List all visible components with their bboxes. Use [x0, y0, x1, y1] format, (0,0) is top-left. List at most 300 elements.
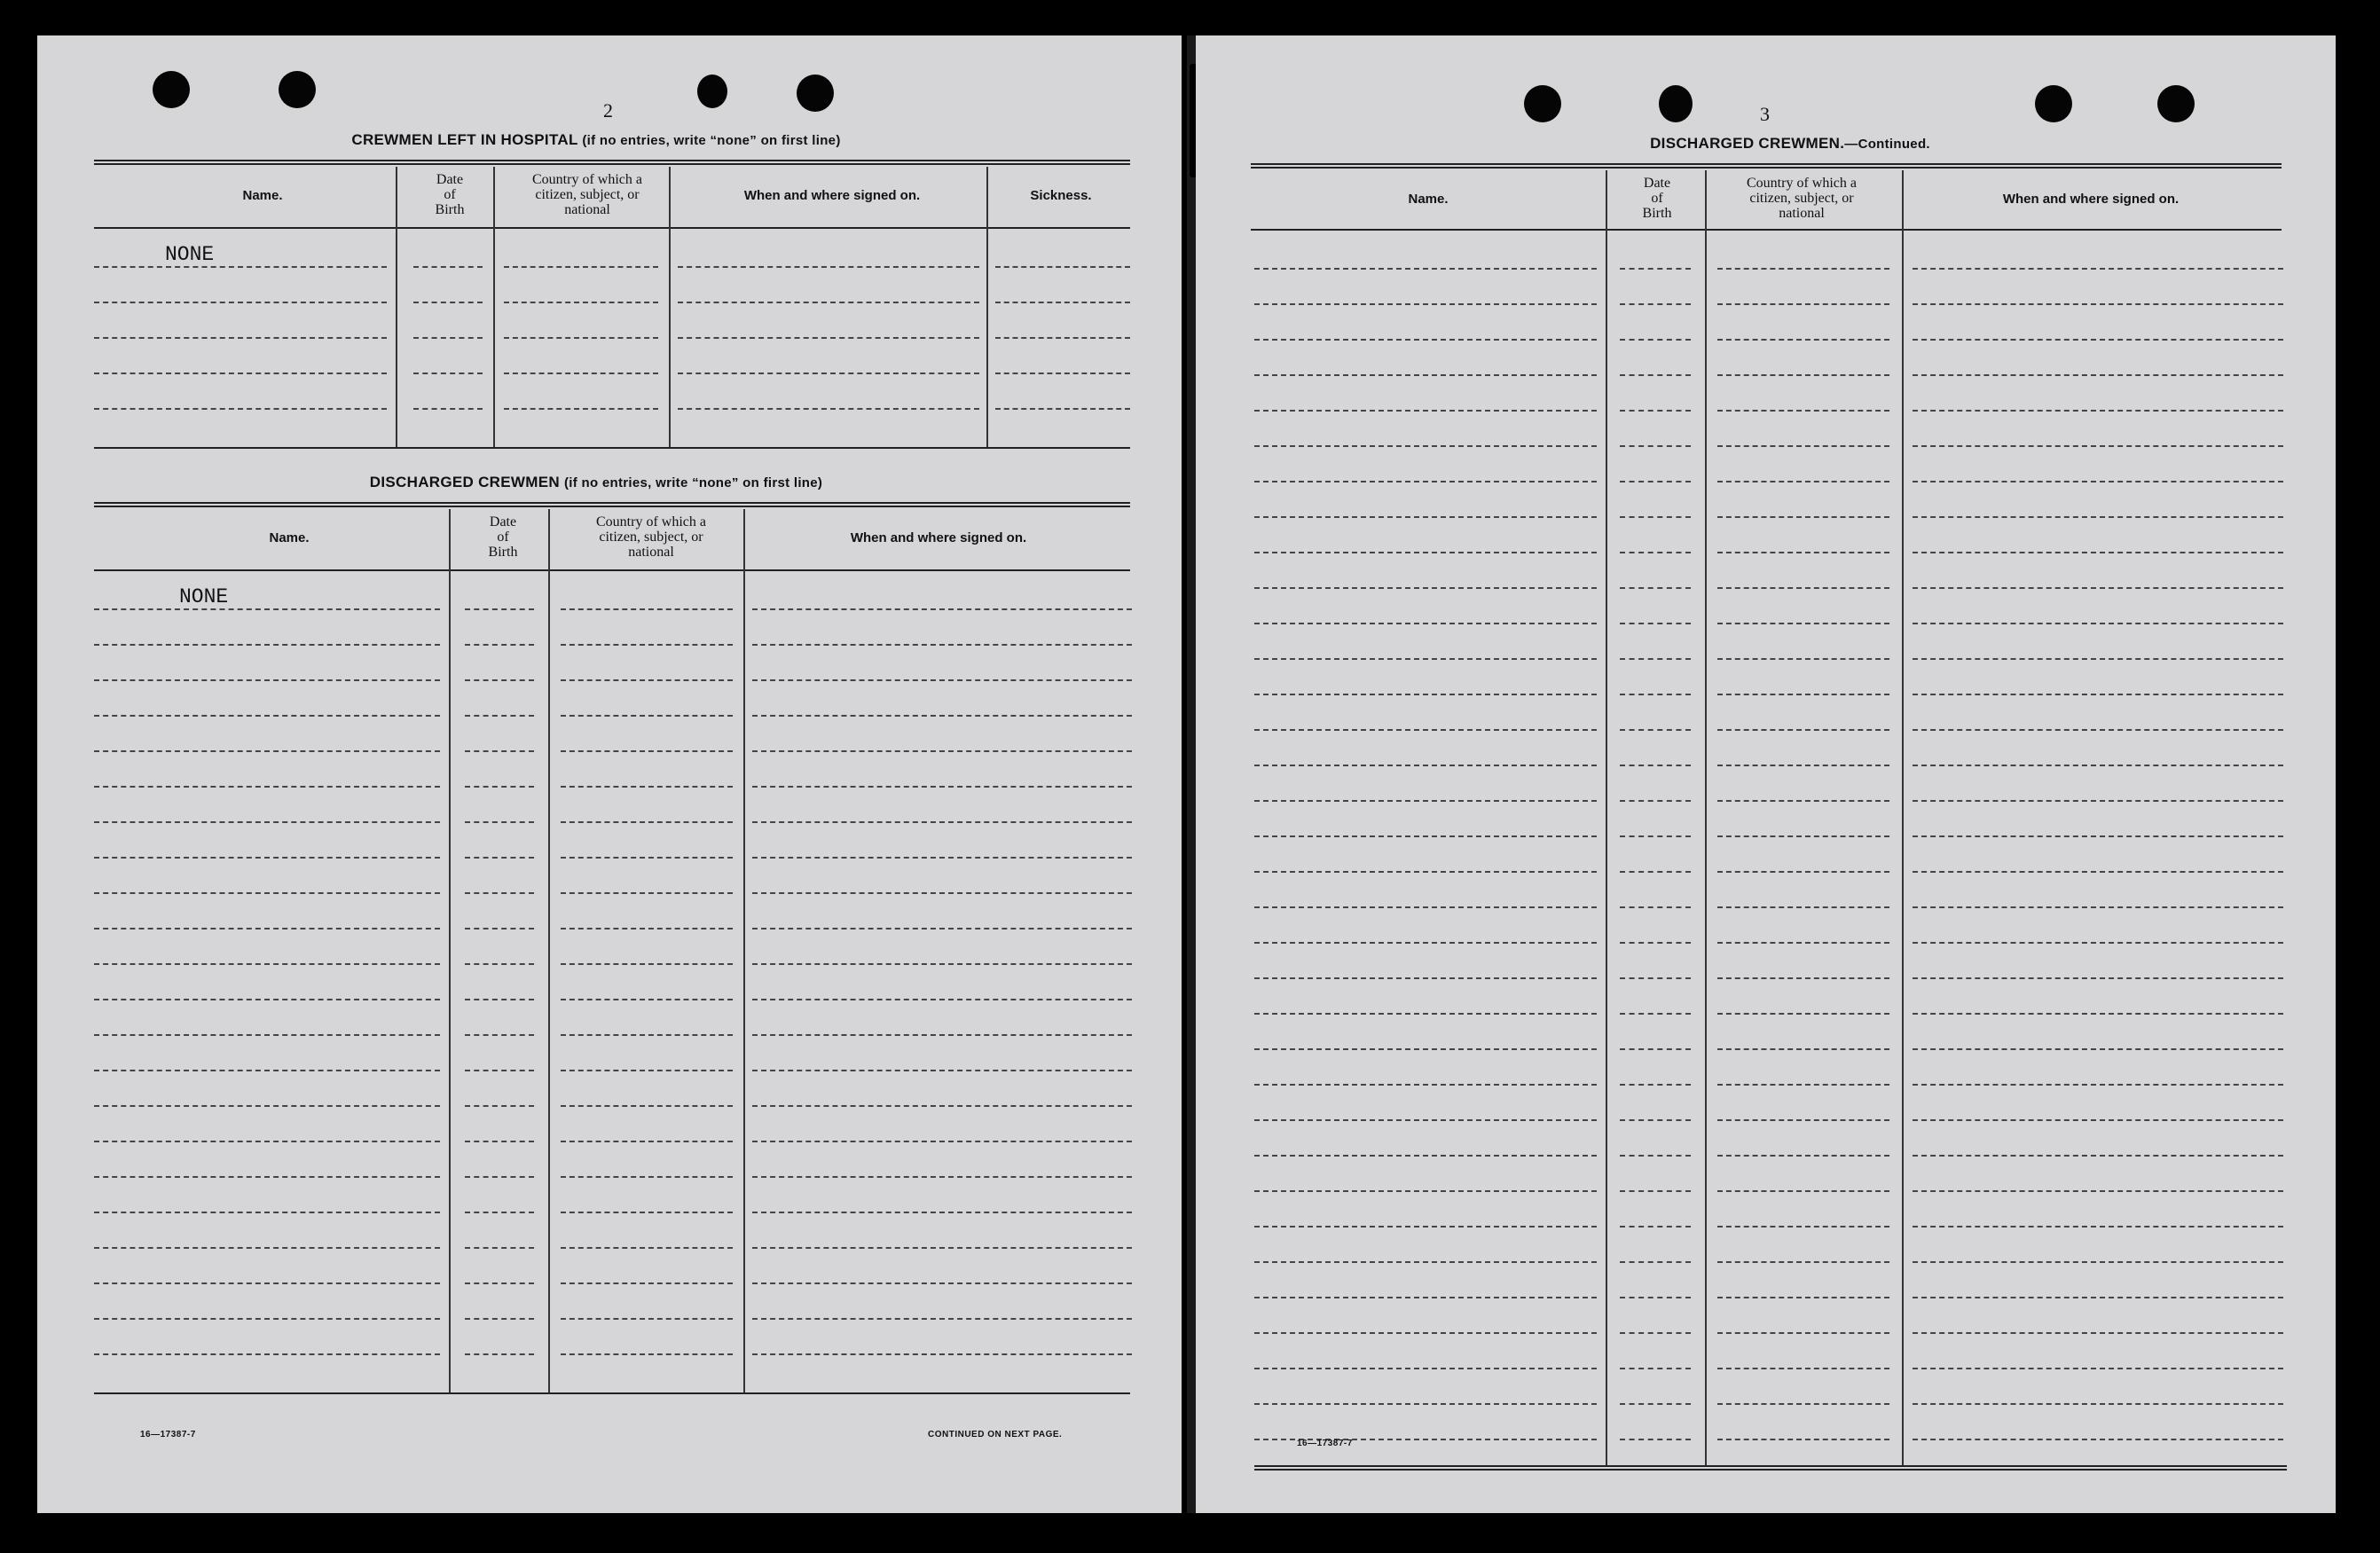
entry-line	[504, 266, 658, 268]
entry-line	[1913, 339, 2283, 341]
entry-line	[465, 1034, 534, 1036]
entry-line	[1717, 658, 1889, 660]
entry-line	[1620, 1155, 1691, 1157]
entry-line	[1254, 339, 1597, 341]
entry-line	[94, 337, 387, 339]
entry-line	[561, 644, 733, 646]
entry-line	[413, 408, 483, 410]
entry-line	[995, 302, 1130, 303]
discharged-top-rule	[94, 502, 1130, 507]
entry-line	[752, 1105, 1132, 1107]
entry-line	[1254, 410, 1597, 412]
right-col-name: Name.	[1408, 192, 1449, 207]
discharged-col-divider	[548, 509, 550, 1392]
entry-line	[752, 1034, 1132, 1036]
entry-line	[752, 1141, 1132, 1142]
entry-line	[465, 892, 534, 894]
entry-line	[1254, 765, 1597, 766]
entry-line	[1620, 516, 1691, 518]
entry-line	[413, 337, 483, 339]
entry-line	[1254, 587, 1597, 589]
entry-line	[1717, 374, 1889, 376]
entry-line	[1913, 1439, 2283, 1440]
right-header-rule	[1251, 229, 2282, 231]
entry-line	[1254, 1226, 1597, 1227]
entry-line	[752, 715, 1132, 717]
discharged-col-dob: Date of Birth	[488, 514, 518, 560]
entry-line	[1254, 1048, 1597, 1050]
entry-line	[752, 679, 1132, 681]
right-section-title	[1533, 135, 2047, 153]
entry-line	[1620, 658, 1691, 660]
entry-line	[1254, 800, 1597, 802]
entry-line	[94, 892, 440, 894]
entry-line	[1717, 1119, 1889, 1121]
entry-line	[1620, 1013, 1691, 1015]
entry-line	[1717, 694, 1889, 695]
hospital-col-sickness: Sickness.	[1030, 188, 1092, 203]
entry-line	[1620, 445, 1691, 447]
entry-line	[1717, 1332, 1889, 1334]
entry-line	[1717, 303, 1889, 305]
entry-line	[1913, 658, 2283, 660]
entry-line	[465, 999, 534, 1000]
entry-line	[465, 679, 534, 681]
entry-line	[752, 1247, 1132, 1249]
hospital-col-signed: When and where signed on.	[743, 188, 921, 203]
punch-hole	[153, 71, 190, 108]
entry-line	[1717, 765, 1889, 766]
entry-line	[1913, 445, 2283, 447]
entry-line	[678, 408, 979, 410]
form-number: 16—17387-7	[1297, 1439, 1353, 1448]
entry-line	[1913, 1119, 2283, 1121]
entry-line	[1620, 410, 1691, 412]
entry-line	[94, 857, 440, 859]
entry-line	[752, 963, 1132, 965]
entry-line	[1620, 906, 1691, 908]
hospital-col-divider	[669, 167, 671, 447]
entry-line	[1913, 835, 2283, 837]
entry-line	[1717, 339, 1889, 341]
entry-line	[1717, 871, 1889, 873]
entry-line	[1717, 800, 1889, 802]
entry-line	[94, 1353, 440, 1355]
entry-line	[465, 1141, 534, 1142]
entry-line	[1717, 1226, 1889, 1227]
right-title-suffix: —Continued.	[1844, 137, 1930, 152]
entry-line	[561, 1141, 733, 1142]
entry-line	[465, 1212, 534, 1213]
entry-line	[1620, 800, 1691, 802]
entry-line	[561, 1176, 733, 1178]
entry-line	[94, 999, 440, 1000]
entry-line	[1717, 1297, 1889, 1298]
entry-line	[94, 1070, 440, 1071]
punch-hole	[1659, 85, 1693, 122]
entry-line	[1254, 445, 1597, 447]
entry-line	[465, 644, 534, 646]
discharged-header-rule	[94, 569, 1130, 571]
discharged-title-note: (if no entries, write “none” on first line)	[563, 475, 823, 490]
entry-line	[465, 608, 534, 610]
entry-line	[1717, 1403, 1889, 1405]
entry-line	[1913, 410, 2283, 412]
right-bottom-rule	[1254, 1465, 2287, 1471]
entry-line	[1254, 658, 1597, 660]
entry-line	[1620, 339, 1691, 341]
page-number: 2	[603, 99, 613, 122]
entry-line	[1254, 516, 1597, 518]
hospital-col-divider	[396, 167, 397, 447]
entry-line	[1717, 1013, 1889, 1015]
discharged-bottom-rule	[94, 1392, 1130, 1394]
entry-line	[1717, 1084, 1889, 1086]
entry-line	[561, 786, 733, 788]
entry-line	[1254, 552, 1597, 553]
entry-line	[1913, 1403, 2283, 1405]
entry-line	[1254, 303, 1597, 305]
entry-line	[1717, 623, 1889, 624]
entry-line	[1254, 268, 1597, 270]
entry-line	[561, 1105, 733, 1107]
entry-line	[94, 786, 440, 788]
entry-line	[752, 892, 1132, 894]
entry-line	[94, 1176, 440, 1178]
entry-line	[465, 928, 534, 929]
entry-line	[1717, 587, 1889, 589]
entry-line	[94, 408, 387, 410]
entry-line	[504, 408, 658, 410]
entry-line	[1913, 942, 2283, 944]
entry-line	[1254, 1403, 1597, 1405]
discharged-col-divider	[449, 509, 451, 1392]
entry-line	[1254, 906, 1597, 908]
entry-line	[561, 999, 733, 1000]
entry-line	[94, 644, 440, 646]
entry-line	[752, 857, 1132, 859]
discharged-title-text: DISCHARGED CREWMEN	[369, 474, 560, 490]
entry-line	[1620, 1190, 1691, 1192]
entry-line	[561, 928, 733, 929]
entry-line	[1254, 1368, 1597, 1369]
entry-line	[752, 644, 1132, 646]
entry-line	[1254, 1013, 1597, 1015]
entry-line	[1620, 1261, 1691, 1263]
entry-line	[1254, 1119, 1597, 1121]
entry-line	[94, 266, 387, 268]
entry-line	[1620, 1368, 1691, 1369]
entry-line	[465, 1353, 534, 1355]
entry-line	[1620, 374, 1691, 376]
entry-line	[1913, 1013, 2283, 1015]
entry-line	[1254, 1332, 1597, 1334]
entry-line	[1620, 1226, 1691, 1227]
hospital-col-divider	[986, 167, 988, 447]
entry-line	[1254, 1261, 1597, 1263]
entry-line	[752, 750, 1132, 752]
entry-line	[1913, 303, 2283, 305]
entry-line	[752, 608, 1132, 610]
discharged-col-name: Name.	[269, 530, 310, 545]
entry-line	[94, 373, 387, 374]
entry-line	[504, 302, 658, 303]
discharged-col-signed: When and where signed on.	[850, 530, 1027, 545]
entry-line	[1620, 1403, 1691, 1405]
entry-line	[465, 1105, 534, 1107]
hospital-title-note: (if no entries, write “none” on first line)	[582, 133, 841, 148]
hospital-bottom-rule	[94, 447, 1130, 449]
entry-line	[94, 1212, 440, 1213]
entry-line	[1254, 374, 1597, 376]
entry-line	[1620, 481, 1691, 482]
entry-line	[413, 266, 483, 268]
entry-line	[752, 928, 1132, 929]
entry-line	[1913, 1332, 2283, 1334]
page-number: 3	[1760, 103, 1770, 125]
entry-line	[1913, 516, 2283, 518]
entry-line	[561, 821, 733, 823]
entry-line	[1620, 977, 1691, 979]
entry-line	[1254, 977, 1597, 979]
entry-line	[1620, 942, 1691, 944]
entry-line	[1717, 977, 1889, 979]
entry-line	[1620, 694, 1691, 695]
entry-line	[94, 928, 440, 929]
entry-line	[1620, 1119, 1691, 1121]
entry-line	[504, 373, 658, 374]
entry-line	[94, 715, 440, 717]
right-col-signed: When and where signed on.	[2002, 192, 2180, 207]
discharged-col-country: Country of which a citizen, subject, or national	[596, 514, 706, 560]
entry-line	[1717, 729, 1889, 731]
entry-line	[1717, 552, 1889, 553]
punch-hole	[2035, 85, 2072, 122]
entry-line	[1620, 835, 1691, 837]
discharged-col-divider	[743, 509, 745, 1392]
entry-line	[752, 1070, 1132, 1071]
entry-line	[561, 750, 733, 752]
entry-line	[561, 715, 733, 717]
entry-line	[1913, 1226, 2283, 1227]
entry-line	[504, 337, 658, 339]
entry-line	[1913, 1261, 2283, 1263]
right-top-rule	[1251, 163, 2282, 169]
hospital-section-title	[197, 131, 995, 149]
entry-line	[752, 999, 1132, 1000]
right-col-divider	[1705, 170, 1707, 1467]
entry-line	[465, 715, 534, 717]
entry-line	[94, 1318, 440, 1320]
entry-line	[1913, 729, 2283, 731]
entry-line	[1254, 835, 1597, 837]
entry-line	[1254, 1155, 1597, 1157]
entry-line	[995, 373, 1130, 374]
entry-line	[1913, 871, 2283, 873]
right-col-divider	[1902, 170, 1904, 1467]
entry-line	[1620, 552, 1691, 553]
entry-line	[995, 337, 1130, 339]
entry-line	[1620, 871, 1691, 873]
entry-line	[465, 857, 534, 859]
entry-line	[94, 1105, 440, 1107]
entry-line	[1717, 268, 1889, 270]
entry-line	[1620, 765, 1691, 766]
entry-line	[1913, 374, 2283, 376]
entry-line	[561, 1353, 733, 1355]
entry-line	[1913, 1297, 2283, 1298]
entry-line	[1913, 268, 2283, 270]
punch-hole	[797, 75, 834, 112]
entry-line	[465, 1318, 534, 1320]
entry-line	[1913, 800, 2283, 802]
entry-line	[995, 408, 1130, 410]
entry-line	[94, 302, 387, 303]
right-title-text: DISCHARGED CREWMEN.	[1650, 135, 1845, 152]
discharged-entry: NONE	[179, 585, 229, 608]
entry-line	[752, 786, 1132, 788]
hospital-col-dob: Date of Birth	[435, 172, 465, 217]
entry-line	[1717, 942, 1889, 944]
entry-line	[561, 608, 733, 610]
entry-line	[1254, 694, 1597, 695]
hospital-title-text: CREWMEN LEFT IN HOSPITAL	[351, 131, 578, 148]
punch-hole	[279, 71, 316, 108]
entry-line	[752, 821, 1132, 823]
entry-line	[465, 821, 534, 823]
entry-line	[561, 679, 733, 681]
entry-line	[94, 608, 440, 610]
form-number: 16—17387-7	[140, 1430, 196, 1439]
entry-line	[1913, 623, 2283, 624]
entry-line	[413, 373, 483, 374]
entry-line	[94, 963, 440, 965]
entry-line	[1254, 871, 1597, 873]
entry-line	[561, 1212, 733, 1213]
entry-line	[1717, 1155, 1889, 1157]
entry-line	[1913, 552, 2283, 553]
entry-line	[1913, 1368, 2283, 1369]
entry-line	[1717, 481, 1889, 482]
punch-hole	[697, 75, 727, 108]
entry-line	[561, 963, 733, 965]
hospital-entry: NONE	[165, 243, 215, 266]
entry-line	[465, 1070, 534, 1071]
entry-line	[1913, 765, 2283, 766]
entry-line	[752, 1176, 1132, 1178]
entry-line	[1254, 729, 1597, 731]
entry-line	[1620, 303, 1691, 305]
entry-line	[1717, 1190, 1889, 1192]
entry-line	[94, 1141, 440, 1142]
entry-line	[1717, 1439, 1889, 1440]
entry-line	[1717, 445, 1889, 447]
entry-line	[1254, 1190, 1597, 1192]
right-col-dob: Date of Birth	[1642, 176, 1672, 221]
entry-line	[678, 373, 979, 374]
entry-line	[1913, 694, 2283, 695]
entry-line	[1717, 516, 1889, 518]
entry-line	[752, 1212, 1132, 1213]
entry-line	[94, 679, 440, 681]
entry-line	[1254, 1297, 1597, 1298]
entry-line	[1254, 1084, 1597, 1086]
continued-note: CONTINUED ON NEXT PAGE.	[928, 1430, 1063, 1439]
entry-line	[1717, 906, 1889, 908]
entry-line	[1254, 942, 1597, 944]
entry-line	[465, 1176, 534, 1178]
entry-line	[1620, 729, 1691, 731]
entry-line	[94, 821, 440, 823]
entry-line	[1913, 587, 2283, 589]
entry-line	[1620, 1332, 1691, 1334]
entry-line	[1620, 623, 1691, 624]
entry-line	[1620, 268, 1691, 270]
entry-line	[561, 1318, 733, 1320]
entry-line	[561, 857, 733, 859]
entry-line	[1913, 1084, 2283, 1086]
entry-line	[561, 1282, 733, 1284]
entry-line	[465, 1282, 534, 1284]
entry-line	[1717, 1048, 1889, 1050]
entry-line	[465, 963, 534, 965]
entry-line	[1913, 1190, 2283, 1192]
entry-line	[1717, 835, 1889, 837]
entry-line	[1913, 481, 2283, 482]
discharged-section-title	[197, 474, 995, 491]
entry-line	[752, 1353, 1132, 1355]
right-col-divider	[1606, 170, 1607, 1467]
entry-line	[561, 1034, 733, 1036]
hospital-col-country: Country of which a citizen, subject, or national	[532, 172, 642, 217]
entry-line	[678, 337, 979, 339]
entry-line	[1620, 1439, 1691, 1440]
entry-line	[1620, 1048, 1691, 1050]
hospital-col-divider	[493, 167, 495, 447]
entry-line	[94, 1282, 440, 1284]
entry-line	[561, 1247, 733, 1249]
entry-line	[1254, 623, 1597, 624]
entry-line	[678, 302, 979, 303]
left-page	[37, 35, 1182, 1513]
entry-line	[752, 1318, 1132, 1320]
entry-line	[1913, 906, 2283, 908]
entry-line	[1913, 1155, 2283, 1157]
right-page	[1196, 35, 2336, 1513]
entry-line	[1913, 1048, 2283, 1050]
entry-line	[465, 750, 534, 752]
entry-line	[94, 750, 440, 752]
entry-line	[678, 266, 979, 268]
entry-line	[1620, 1084, 1691, 1086]
right-col-country: Country of which a citizen, subject, or national	[1747, 176, 1857, 221]
hospital-header-rule	[94, 227, 1130, 229]
entry-line	[561, 1070, 733, 1071]
punch-hole	[1524, 85, 1561, 122]
entry-line	[561, 892, 733, 894]
entry-line	[1913, 977, 2283, 979]
entry-line	[94, 1247, 440, 1249]
entry-line	[1717, 410, 1889, 412]
entry-line	[1717, 1368, 1889, 1369]
hospital-top-rule	[94, 160, 1130, 165]
hospital-col-name: Name.	[242, 188, 283, 203]
entry-line	[94, 1034, 440, 1036]
entry-line	[1620, 1297, 1691, 1298]
punch-hole	[2157, 85, 2195, 122]
entry-line	[1620, 587, 1691, 589]
entry-line	[1254, 481, 1597, 482]
